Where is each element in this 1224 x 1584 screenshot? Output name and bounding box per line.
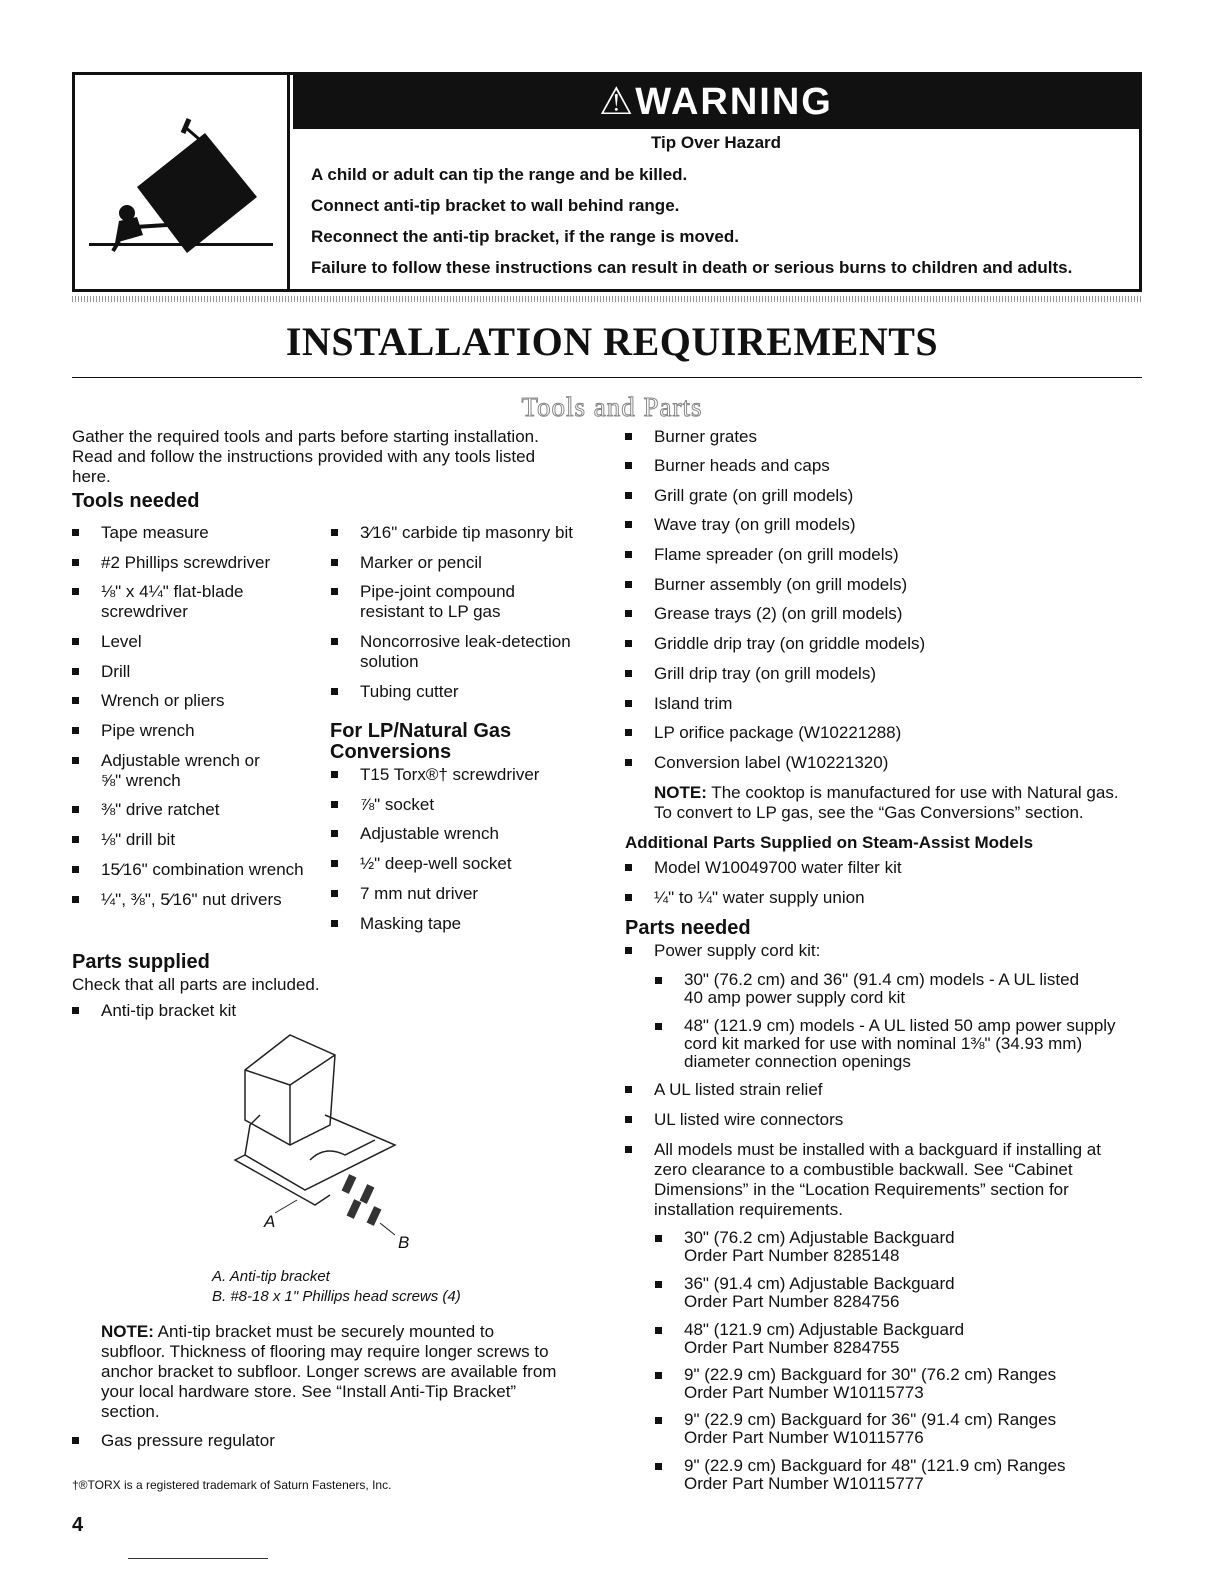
list-item: 7 mm nut driver bbox=[360, 884, 479, 903]
page-title: INSTALLATION REQUIREMENTS bbox=[285, 319, 939, 364]
list-item-line: 48" (121.9 cm) Adjustable Backguard bbox=[684, 1320, 965, 1339]
conversions-heading bbox=[330, 721, 511, 763]
anti-tip-bracket-illustration bbox=[215, 1025, 425, 1255]
note-label: NOTE: bbox=[101, 1322, 154, 1341]
list-item: Tubing cutter bbox=[360, 682, 459, 701]
note-line: Anti-tip bracket must be securely mounted to bbox=[153, 1322, 495, 1341]
list-item: Drill bbox=[101, 662, 131, 681]
list-item: ¼", ⅜", 5⁄16" nut drivers bbox=[101, 890, 282, 909]
list-item-line: resistant to LP gas bbox=[360, 602, 501, 621]
warning-line: Reconnect the anti-tip bracket, if the range is moved. bbox=[311, 227, 739, 246]
tools-heading: Tools needed bbox=[72, 490, 200, 512]
list-item bbox=[684, 1017, 1116, 1071]
list-item-line: All models must be installed with a backguard if installing at bbox=[654, 1140, 1101, 1159]
warning-line: Connect anti-tip bracket to wall behind range. bbox=[311, 196, 680, 215]
list-item bbox=[360, 632, 571, 672]
list-item: Flame spreader (on grill models) bbox=[654, 545, 899, 564]
list-item-line: Order Part Number W10115777 bbox=[684, 1474, 924, 1493]
list-item bbox=[684, 1411, 1056, 1447]
list-item-line: 9" (22.9 cm) Backguard for 48" (121.9 cm) Ranges bbox=[684, 1456, 1066, 1475]
list-item bbox=[684, 1321, 964, 1357]
intro-line: Read and follow the instructions provided with any tools listed bbox=[72, 447, 536, 466]
list-item-line: 30" (76.2 cm) Adjustable Backguard bbox=[684, 1228, 955, 1247]
parts-supplied-heading: Parts supplied bbox=[72, 951, 210, 973]
list-item: ½" deep-well socket bbox=[360, 854, 512, 873]
list-item: Power supply cord kit: bbox=[654, 941, 821, 960]
parts-supplied-intro: Check that all parts are included. bbox=[72, 975, 320, 994]
tip-over-icon bbox=[75, 75, 287, 287]
list-item-line: Dimensions” in the “Location Requirements” section for bbox=[654, 1180, 1069, 1199]
list-item-line: 48" (121.9 cm) models - A UL listed 50 amp power supply bbox=[684, 1016, 1116, 1035]
list-item: Tape measure bbox=[101, 523, 209, 542]
figure-label-b: B bbox=[398, 1233, 410, 1252]
note-line: The cooktop is manufactured for use with Natural gas. bbox=[706, 783, 1119, 802]
figure-label-a: A bbox=[264, 1212, 276, 1231]
list-item-line: diameter connection openings bbox=[684, 1052, 911, 1071]
note-anti-tip bbox=[101, 1322, 556, 1422]
list-item-line: ⅝" wrench bbox=[101, 771, 181, 790]
list-item-line: ⅛" x 4¼" flat-blade bbox=[101, 582, 244, 601]
intro-line: Gather the required tools and parts before starting installation. bbox=[72, 427, 539, 446]
list-item: Burner assembly (on grill models) bbox=[654, 575, 908, 594]
list-item-line: Pipe-joint compound bbox=[360, 582, 515, 601]
note-label: NOTE: bbox=[654, 783, 707, 802]
intro-line: here. bbox=[72, 467, 111, 486]
warning-box bbox=[72, 72, 1142, 292]
list-item-line: Order Part Number 8285148 bbox=[684, 1246, 900, 1265]
list-item: ⅛" drill bit bbox=[101, 830, 176, 849]
warning-line: A child or adult can tip the range and be killed. bbox=[311, 165, 688, 184]
list-item: A UL listed strain relief bbox=[654, 1080, 823, 1099]
list-item-line: 9" (22.9 cm) Backguard for 36" (91.4 cm) Ranges bbox=[684, 1410, 1057, 1429]
list-item bbox=[684, 971, 1079, 1007]
title-rule bbox=[72, 377, 1142, 378]
warning-line: Failure to follow these instructions can result in death or serious burns to children and adults. bbox=[311, 258, 1073, 277]
list-item: Wrench or pliers bbox=[101, 691, 225, 710]
page-number: 4 bbox=[72, 1514, 84, 1536]
list-item: Model W10049700 water filter kit bbox=[654, 858, 902, 877]
list-item: Masking tape bbox=[360, 914, 462, 933]
list-item-line: zero clearance to a combustible backwall. See “Cabinet bbox=[654, 1160, 1073, 1179]
list-item-line: Noncorrosive leak-detection bbox=[360, 632, 571, 651]
list-item: 15⁄16" combination wrench bbox=[101, 860, 304, 879]
list-item-line: 40 amp power supply cord kit bbox=[684, 988, 906, 1007]
list-item: ¼" to ¼" water supply union bbox=[654, 888, 865, 907]
list-item bbox=[360, 582, 515, 622]
note-lp-gas bbox=[654, 783, 1119, 823]
list-item: Level bbox=[101, 632, 142, 651]
footnote: †®TORX is a registered trademark of Saturn Fasteners, Inc. bbox=[72, 1478, 392, 1492]
list-item bbox=[684, 1275, 955, 1311]
list-item: Anti-tip bracket kit bbox=[101, 1001, 237, 1020]
list-item bbox=[654, 1140, 1101, 1220]
list-item: Marker or pencil bbox=[360, 553, 482, 572]
list-item: Grease trays (2) (on grill models) bbox=[654, 604, 903, 623]
list-item: Burner grates bbox=[654, 427, 757, 446]
list-item: UL listed wire connectors bbox=[654, 1110, 844, 1129]
list-item bbox=[684, 1457, 1066, 1493]
intro-paragraph bbox=[72, 427, 539, 487]
figure-caption-b: B. #8-18 x 1" Phillips head screws (4) bbox=[212, 1288, 461, 1305]
note-line: your local hardware store. See “Install Anti-Tip Bracket” bbox=[101, 1382, 517, 1401]
list-item bbox=[684, 1229, 955, 1265]
tip-over-illustration bbox=[75, 75, 290, 289]
list-item-line: screwdriver bbox=[101, 602, 188, 621]
hatch-divider bbox=[72, 296, 1142, 302]
list-item: Pipe wrench bbox=[101, 721, 195, 740]
list-item: Burner heads and caps bbox=[654, 456, 830, 475]
list-item: ⅞" socket bbox=[360, 795, 435, 814]
list-item: LP orifice package (W10221288) bbox=[654, 723, 902, 742]
list-item-line: 9" (22.9 cm) Backguard for 30" (76.2 cm) Ranges bbox=[684, 1365, 1057, 1384]
list-item-line: Order Part Number W10115776 bbox=[684, 1428, 924, 1447]
list-item-line: cord kit marked for use with nominal 1⅜" (34.93 mm) bbox=[684, 1034, 1083, 1053]
list-item-line: Order Part Number 8284756 bbox=[684, 1292, 900, 1311]
figure-caption-a: A. Anti-tip bracket bbox=[212, 1268, 330, 1285]
list-item: Gas pressure regulator bbox=[101, 1431, 275, 1450]
parts-needed-heading: Parts needed bbox=[625, 917, 751, 939]
heading-line: For LP/Natural Gas bbox=[330, 720, 512, 742]
list-item: Conversion label (W10221320) bbox=[654, 753, 889, 772]
list-item-line: solution bbox=[360, 652, 419, 671]
note-line: subfloor. Thickness of flooring may require longer screws to bbox=[101, 1342, 549, 1361]
list-item: Wave tray (on grill models) bbox=[654, 515, 856, 534]
list-item-line: Order Part Number W10115773 bbox=[684, 1383, 924, 1402]
list-item: 3⁄16" carbide tip masonry bit bbox=[360, 523, 573, 542]
warning-title: Tip Over Hazard bbox=[650, 133, 782, 152]
list-item-line: Adjustable wrench or bbox=[101, 751, 260, 770]
list-item bbox=[684, 1366, 1056, 1402]
list-item bbox=[101, 582, 243, 622]
steam-heading: Additional Parts Supplied on Steam-Assist Models bbox=[625, 833, 1034, 852]
note-line: section. bbox=[101, 1402, 160, 1421]
list-item: T15 Torx®† screwdriver bbox=[360, 765, 540, 784]
list-item-line: Order Part Number 8284755 bbox=[684, 1338, 900, 1357]
list-item: Adjustable wrench bbox=[360, 824, 499, 843]
list-item bbox=[101, 751, 260, 791]
list-item: ⅜" drive ratchet bbox=[101, 800, 220, 819]
list-item-line: 36" (91.4 cm) Adjustable Backguard bbox=[684, 1274, 955, 1293]
bottom-rule bbox=[128, 1558, 268, 1559]
warning-banner: ⚠WARNING bbox=[293, 75, 1139, 129]
list-item: #2 Phillips screwdriver bbox=[101, 553, 271, 572]
note-line: To convert to LP gas, see the “Gas Conversions” section. bbox=[654, 803, 1084, 822]
list-item-line: 30" (76.2 cm) and 36" (91.4 cm) models - A UL listed bbox=[684, 970, 1080, 989]
list-item: Griddle drip tray (on griddle models) bbox=[654, 634, 926, 653]
list-item: Grill drip tray (on grill models) bbox=[654, 664, 876, 683]
list-item: Grill grate (on grill models) bbox=[654, 486, 854, 505]
list-item-line: installation requirements. bbox=[654, 1200, 843, 1219]
list-item: Island trim bbox=[654, 694, 733, 713]
note-line: anchor bracket to subfloor. Longer screws are available from bbox=[101, 1362, 557, 1381]
section-title: Tools and Parts bbox=[521, 392, 703, 422]
heading-line: Conversions bbox=[330, 741, 452, 763]
